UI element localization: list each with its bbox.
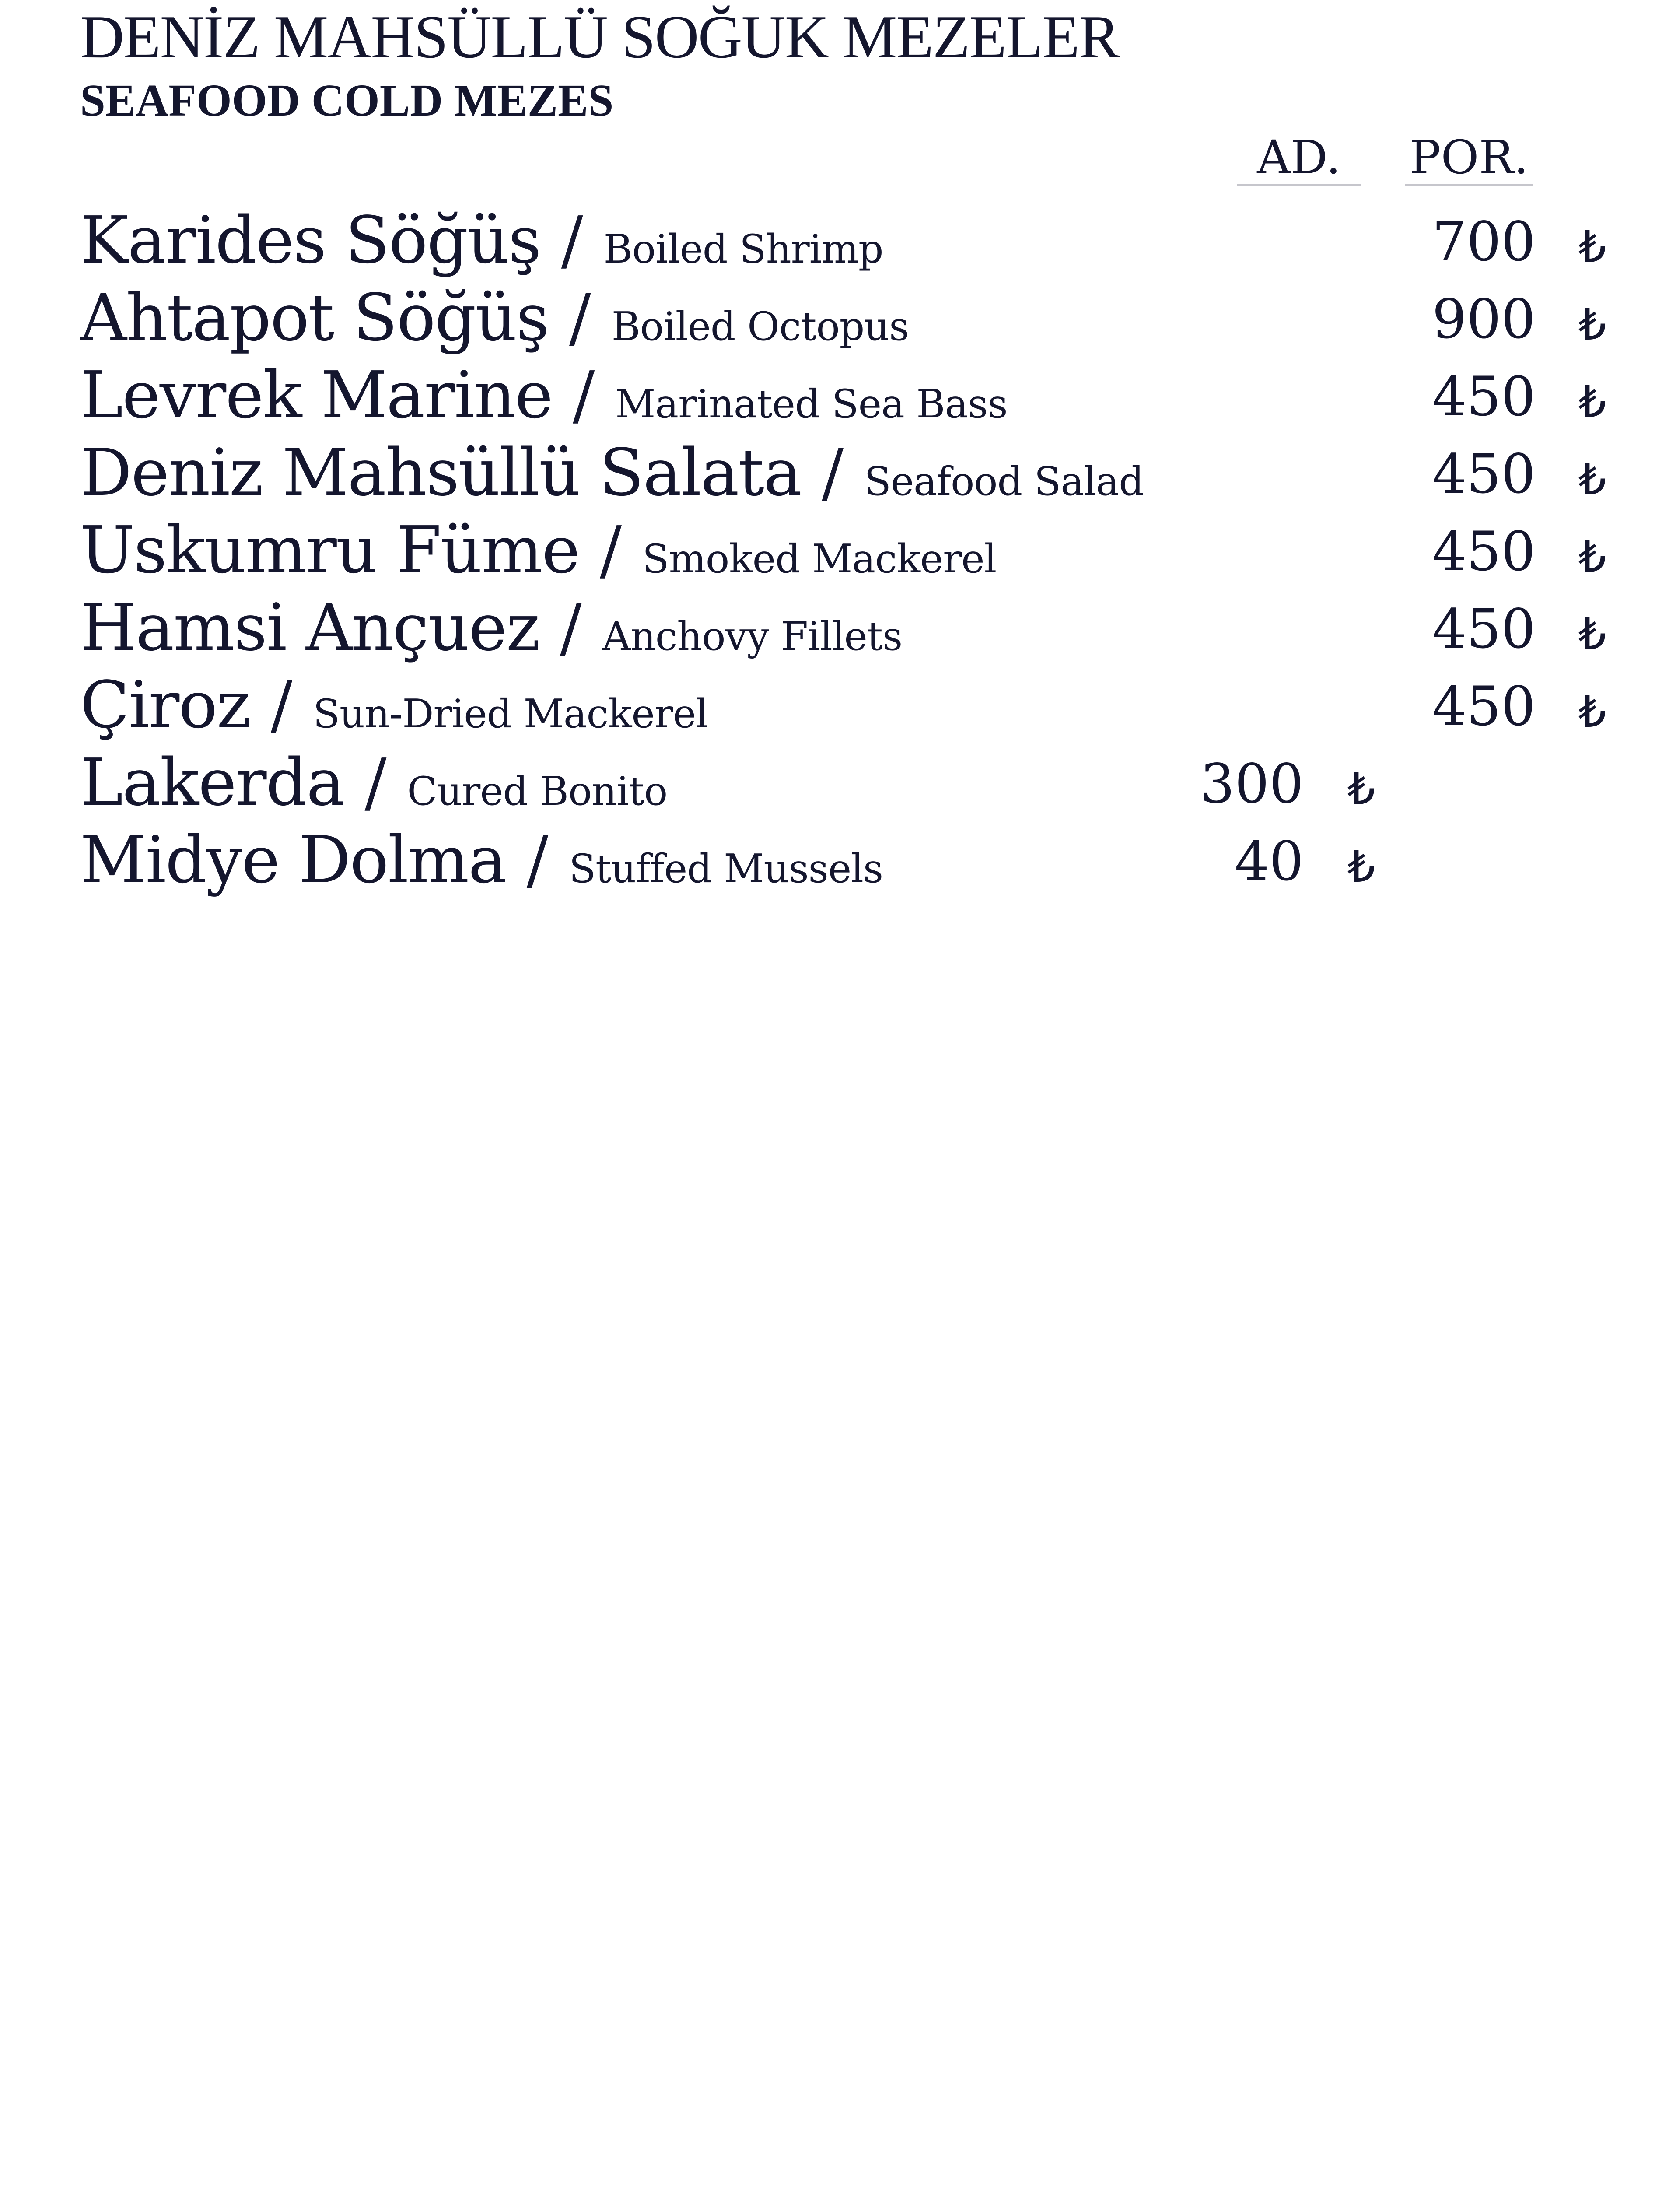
price-ad: 300 xyxy=(1200,753,1304,816)
dish-name-separator: / xyxy=(250,667,313,743)
dish-name-english: Boiled Octopus xyxy=(611,304,909,350)
lira-icon: ₺ xyxy=(1348,841,1376,892)
dish-name-turkish: Deniz Mahsüllü Salata xyxy=(80,435,802,510)
dish-name-english: Smoked Mackerel xyxy=(642,536,997,582)
menu-item-row xyxy=(0,356,1680,434)
price-ad: 40 xyxy=(1235,830,1304,893)
dish-name-separator: / xyxy=(552,358,616,433)
dish-name-separator: / xyxy=(506,822,569,898)
menu-item-row xyxy=(0,201,1680,279)
menu-item-row xyxy=(0,821,1680,898)
price-por: 450 xyxy=(1432,365,1536,428)
dish-name xyxy=(80,358,1008,433)
dish-name-english: Seafood Salad xyxy=(864,459,1144,505)
dish-name xyxy=(80,512,997,588)
dish-name xyxy=(80,745,668,820)
menu-item-row xyxy=(0,279,1680,356)
dish-name-turkish: Karides Söğüş xyxy=(80,203,541,278)
dish-name-turkish: Ahtapot Söğüş xyxy=(80,280,549,355)
lira-icon: ₺ xyxy=(1578,531,1606,582)
page-title: DENİZ MAHSÜLLÜ SOĞUK MEZELER xyxy=(80,3,1119,71)
dish-name-separator: / xyxy=(548,280,612,355)
price-por: 900 xyxy=(1432,288,1536,351)
dish-name-separator: / xyxy=(801,435,864,510)
dish-name-turkish: Lakerda xyxy=(80,745,344,820)
dish-name-separator: / xyxy=(579,512,643,588)
dish-name xyxy=(80,822,883,898)
menu-item-row xyxy=(0,589,1680,666)
dish-name xyxy=(80,203,883,278)
menu-item-row xyxy=(0,434,1680,511)
lira-icon: ₺ xyxy=(1348,764,1376,815)
dish-name-separator: / xyxy=(540,203,604,278)
dish-name-turkish: Çiroz xyxy=(80,667,250,743)
lira-icon: ₺ xyxy=(1578,376,1606,428)
dish-name-turkish: Levrek Marine xyxy=(80,358,553,433)
dish-name-english: Anchovy Fillets xyxy=(602,614,903,659)
dish-name-separator: / xyxy=(344,745,407,820)
dish-name-english: Sun-Dried Mackerel xyxy=(313,691,708,737)
dish-name xyxy=(80,280,909,355)
menu-item-row xyxy=(0,666,1680,743)
column-header-ad: AD. xyxy=(1237,129,1361,186)
page-subtitle: SEAFOOD COLD MEZES xyxy=(80,75,614,126)
price-por: 450 xyxy=(1432,675,1536,738)
dish-name-english: Marinated Sea Bass xyxy=(615,381,1008,427)
dish-name-turkish: Hamsi Ançuez xyxy=(80,590,539,665)
menu-item-row xyxy=(0,743,1680,821)
dish-name-turkish: Midye Dolma xyxy=(80,822,506,898)
price-por: 450 xyxy=(1432,443,1536,506)
lira-icon: ₺ xyxy=(1578,299,1606,350)
dish-name xyxy=(80,590,903,665)
column-header-por: POR. xyxy=(1405,129,1533,186)
price-por: 450 xyxy=(1432,598,1536,661)
price-por: 450 xyxy=(1432,520,1536,583)
price-por: 700 xyxy=(1432,210,1536,274)
dish-name xyxy=(80,435,1144,510)
lira-icon: ₺ xyxy=(1578,686,1606,737)
dish-name xyxy=(80,667,708,743)
dish-name-english: Stuffed Mussels xyxy=(569,846,883,892)
lira-icon: ₺ xyxy=(1578,609,1606,660)
menu-item-row xyxy=(0,511,1680,589)
dish-name-separator: / xyxy=(539,590,602,665)
dish-name-english: Boiled Shrimp xyxy=(603,226,883,272)
lira-icon: ₺ xyxy=(1578,221,1606,273)
lira-icon: ₺ xyxy=(1578,454,1606,505)
dish-name-english: Cured Bonito xyxy=(407,768,668,814)
dish-name-turkish: Uskumru Füme xyxy=(80,512,580,588)
